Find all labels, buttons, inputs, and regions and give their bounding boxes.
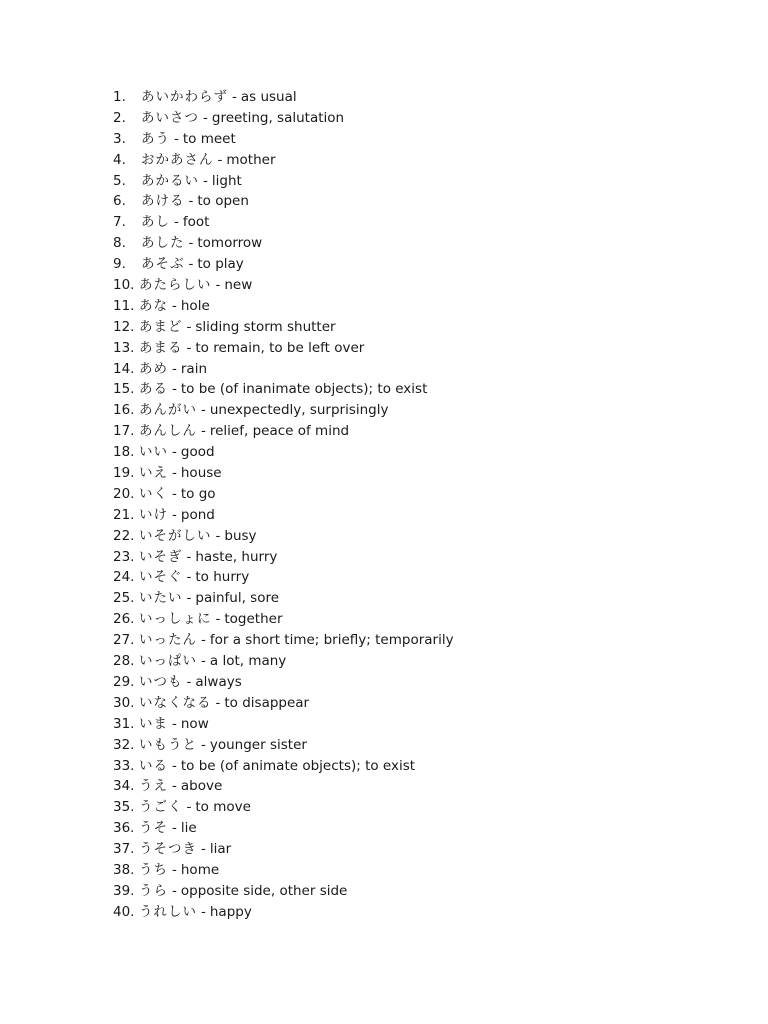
list-item [113, 150, 454, 171]
separator: - [201, 736, 206, 753]
separator: - [172, 757, 177, 774]
japanese-word: うち [139, 861, 168, 878]
japanese-word: あな [139, 297, 168, 314]
item-number: 2. [113, 109, 126, 126]
english-meaning: rain [180, 360, 208, 377]
separator: - [174, 214, 179, 231]
list-item [113, 484, 454, 505]
item-number: 24. [113, 569, 135, 586]
list-item [113, 902, 454, 923]
japanese-word: いつも [139, 673, 183, 690]
separator: - [201, 632, 206, 649]
separator: - [172, 297, 177, 314]
japanese-word: いま [139, 715, 168, 732]
list-item [113, 860, 454, 881]
list-item [113, 212, 454, 233]
list-item [113, 254, 454, 275]
japanese-word: いたい [139, 590, 183, 607]
english-meaning: to disappear [224, 694, 310, 711]
list-item [113, 463, 454, 484]
english-meaning: happy [209, 903, 252, 920]
english-meaning: new [224, 277, 253, 294]
separator: - [203, 172, 208, 189]
japanese-word: いそぎ [139, 548, 183, 565]
separator: - [188, 193, 194, 210]
separator: - [201, 903, 206, 920]
english-meaning: sliding storm shutter [195, 318, 336, 335]
separator: - [215, 527, 221, 544]
list-item [113, 588, 454, 609]
list-item [113, 735, 454, 756]
english-meaning: greeting, salutation [211, 109, 345, 126]
item-number: 3. [113, 130, 126, 147]
vocabulary-list [113, 87, 454, 923]
item-number: 23. [113, 548, 135, 565]
list-item [113, 526, 454, 547]
japanese-word: いる [139, 757, 168, 774]
item-number: 16. [113, 402, 135, 419]
english-meaning: to remain, to be left over [195, 339, 365, 356]
list-item [113, 714, 454, 735]
separator: - [186, 548, 192, 565]
item-number: 20. [113, 485, 135, 502]
list-item [113, 338, 454, 359]
separator: - [201, 841, 206, 858]
english-meaning: relief, peace of mind [209, 423, 350, 440]
english-meaning: to move [195, 799, 251, 816]
english-meaning: unexpectedly, surprisingly [209, 402, 389, 419]
japanese-word: うら [139, 882, 168, 899]
english-meaning: liar [209, 841, 232, 858]
english-meaning: to meet [182, 130, 236, 147]
japanese-word: うえ [139, 778, 168, 795]
item-number: 14. [113, 360, 135, 377]
list-item [113, 442, 454, 463]
item-number: 8. [113, 235, 126, 252]
japanese-word: ある [139, 381, 168, 398]
list-item [113, 547, 454, 568]
english-meaning: to go [180, 485, 216, 502]
item-number: 21. [113, 506, 135, 523]
japanese-word: いく [139, 485, 168, 502]
list-item [113, 797, 454, 818]
english-meaning: younger sister [209, 736, 307, 753]
japanese-word: うれしい [139, 903, 197, 920]
japanese-word: あいさつ [141, 109, 199, 126]
list-item [113, 672, 454, 693]
japanese-word: あんがい [139, 402, 197, 419]
separator: - [172, 360, 177, 377]
separator: - [172, 444, 177, 461]
item-number: 25. [113, 590, 135, 607]
english-meaning: painful, sore [195, 590, 280, 607]
english-meaning: tomorrow [197, 235, 263, 252]
japanese-word: いえ [139, 465, 168, 482]
list-item [113, 839, 454, 860]
list-item [113, 630, 454, 651]
list-item [113, 359, 454, 380]
separator: - [172, 820, 177, 837]
english-meaning: hole [180, 297, 210, 314]
item-number: 9. [113, 256, 126, 273]
english-meaning: together [224, 611, 283, 628]
separator: - [232, 89, 237, 105]
separator: - [172, 506, 177, 523]
separator: - [172, 465, 177, 482]
separator: - [203, 109, 208, 126]
item-number: 5. [113, 172, 126, 189]
separator: - [188, 235, 194, 252]
list-item [113, 651, 454, 672]
english-meaning: haste, hurry [195, 548, 278, 565]
english-meaning: now [180, 715, 209, 732]
item-number: 26. [113, 611, 135, 628]
item-number: 33. [113, 757, 135, 774]
list-item [113, 379, 454, 400]
item-number: 40. [113, 903, 135, 920]
list-item [113, 171, 454, 192]
item-number: 35. [113, 799, 135, 816]
english-meaning: to hurry [195, 569, 250, 586]
item-number: 17. [113, 423, 135, 440]
list-item [113, 756, 454, 777]
english-meaning: a lot, many [209, 653, 287, 670]
separator: - [172, 485, 177, 502]
item-number: 4. [113, 151, 126, 168]
item-number: 28. [113, 653, 135, 670]
separator: - [201, 653, 206, 670]
list-item [113, 421, 454, 442]
japanese-word: いっぱい [139, 653, 197, 670]
item-number: 15. [113, 381, 135, 398]
list-item [113, 609, 454, 630]
item-number: 1. [113, 89, 126, 105]
item-number: 12. [113, 318, 135, 335]
list-item [113, 275, 454, 296]
list-item [113, 693, 454, 714]
separator: - [172, 861, 177, 878]
japanese-word: あまる [139, 339, 183, 356]
english-meaning: to open [197, 193, 249, 210]
item-number: 19. [113, 465, 135, 482]
separator: - [201, 423, 206, 440]
japanese-word: あした [141, 235, 185, 252]
separator: - [172, 882, 177, 899]
separator: - [201, 402, 206, 419]
item-number: 18. [113, 444, 135, 461]
list-item [113, 129, 454, 150]
english-meaning: good [180, 444, 215, 461]
separator: - [186, 318, 192, 335]
separator: - [186, 569, 192, 586]
english-meaning: opposite side, other side [180, 882, 348, 899]
list-item [113, 296, 454, 317]
item-number: 29. [113, 673, 135, 690]
list-item [113, 191, 454, 212]
item-number: 36. [113, 820, 135, 837]
list-item [113, 567, 454, 588]
japanese-word: いもうと [139, 736, 197, 753]
japanese-word: いなくなる [139, 694, 212, 711]
japanese-word: うそつき [139, 841, 197, 858]
japanese-word: うごく [139, 799, 183, 816]
english-meaning: mother [226, 151, 276, 168]
item-number: 22. [113, 527, 135, 544]
separator: - [172, 381, 177, 398]
english-meaning: light [211, 172, 242, 189]
japanese-word: おかあさん [141, 151, 214, 168]
list-item [113, 818, 454, 839]
item-number: 11. [113, 297, 135, 314]
japanese-word: いい [139, 444, 168, 461]
list-item [113, 505, 454, 526]
japanese-word: あう [141, 130, 170, 147]
japanese-word: あいかわらず [141, 89, 228, 105]
separator: - [172, 778, 177, 795]
japanese-word: あたらしい [139, 277, 212, 294]
separator: - [174, 130, 179, 147]
english-meaning: lie [180, 820, 197, 837]
separator: - [172, 715, 177, 732]
item-number: 27. [113, 632, 135, 649]
separator: - [186, 339, 192, 356]
separator: - [188, 256, 194, 273]
japanese-word: いそぐ [139, 569, 183, 586]
english-meaning: always [195, 673, 242, 690]
separator: - [186, 799, 192, 816]
japanese-word: あかるい [141, 172, 199, 189]
item-number: 32. [113, 736, 135, 753]
separator: - [217, 151, 223, 168]
japanese-word: あし [141, 214, 170, 231]
item-number: 13. [113, 339, 135, 356]
english-meaning: to be (of animate objects); to exist [180, 757, 416, 774]
english-meaning: busy [224, 527, 257, 544]
list-item [113, 87, 454, 108]
english-meaning: house [180, 465, 222, 482]
japanese-word: あそぶ [141, 256, 185, 273]
japanese-word: あける [141, 193, 185, 210]
item-number: 6. [113, 193, 126, 210]
english-meaning: to be (of inanimate objects); to exist [180, 381, 428, 398]
item-number: 34. [113, 778, 135, 795]
list-item [113, 108, 454, 129]
item-number: 38. [113, 861, 135, 878]
english-meaning: pond [180, 506, 215, 523]
separator: - [186, 673, 192, 690]
list-item [113, 400, 454, 421]
list-item [113, 233, 454, 254]
separator: - [215, 277, 221, 294]
japanese-word: あまど [139, 318, 183, 335]
item-number: 31. [113, 715, 135, 732]
list-item [113, 776, 454, 797]
japanese-word: いけ [139, 506, 168, 523]
item-number: 10. [113, 277, 135, 294]
japanese-word: いっしょに [139, 611, 212, 628]
english-meaning: foot [182, 214, 210, 231]
japanese-word: うそ [139, 820, 168, 837]
english-meaning: home [180, 861, 220, 878]
item-number: 39. [113, 882, 135, 899]
item-number: 7. [113, 214, 126, 231]
separator: - [186, 590, 192, 607]
separator: - [215, 694, 221, 711]
japanese-word: いそがしい [139, 527, 212, 544]
item-number: 37. [113, 841, 135, 858]
japanese-word: あめ [139, 360, 168, 377]
japanese-word: あんしん [139, 423, 197, 440]
english-meaning: as usual [240, 89, 297, 105]
english-meaning: to play [197, 256, 244, 273]
separator: - [215, 611, 221, 628]
item-number: 30. [113, 694, 135, 711]
english-meaning: above [180, 778, 223, 795]
japanese-word: いったん [139, 632, 197, 649]
english-meaning: for a short time; briefly; temporarily [209, 632, 454, 649]
list-item [113, 317, 454, 338]
list-item [113, 881, 454, 902]
